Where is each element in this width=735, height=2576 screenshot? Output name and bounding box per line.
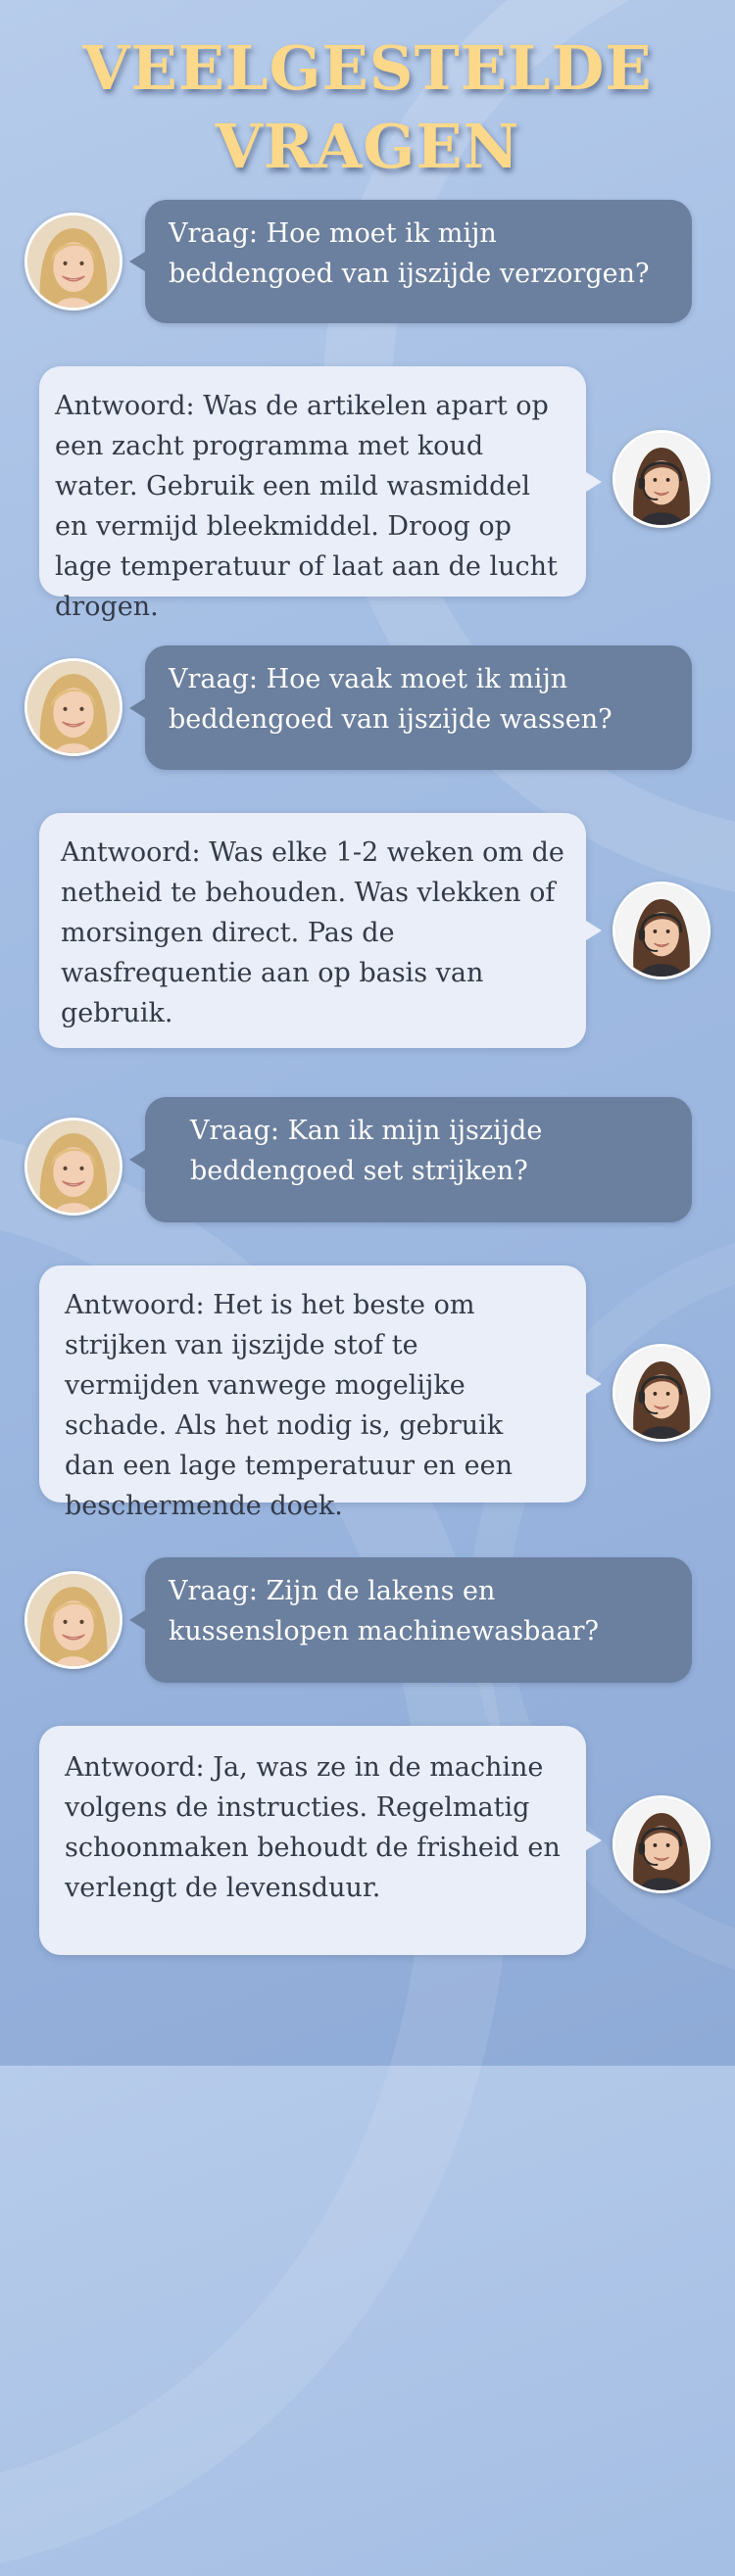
customer-avatar [24,1571,122,1669]
customer-avatar [24,658,122,756]
answer-bubble: Antwoord: Was de artikelen apart op een zacht programma met koud water. Gebruik een mild wasmiddel en vermijd bleekmiddel. Droog op lage temperatuur of laat aan de lucht drogen. [39,366,586,596]
answer-bubble: Antwoord: Het is het beste om strijken van ijszijde stof te vermijden vanwege mogelijke schade. Als het nodig is, gebruik dan een lage temperatuur en een beschermende doek. [39,1265,586,1503]
question-bubble: Vraag: Zijn de lakens en kussenslopen machinewasbaar? [145,1557,692,1683]
question-bubble: Vraag: Hoe vaak moet ik mijn beddengoed van ijszijde wassen? [145,645,692,770]
answer-bubble: Antwoord: Was elke 1-2 weken om de netheid te behouden. Was vlekken of morsingen direct. Pas de wasfrequentie aan op basis van gebruik. [39,813,586,1048]
support-agent-avatar [612,1795,710,1893]
question-bubble: Vraag: Hoe moet ik mijn beddengoed van ijszijde verzorgen? [145,200,692,323]
question-bubble: Vraag: Kan ik mijn ijszijde beddengoed set strijken? [145,1097,692,1222]
answer-bubble: Antwoord: Ja, was ze in de machine volgens de instructies. Regelmatig schoonmaken behoudt de frisheid en verlengt de levensduur. [39,1726,586,1955]
customer-avatar [24,213,122,310]
title-line-1: VEELGESTELDE [82,32,653,104]
title-line-2: VRAGEN [215,111,520,182]
support-agent-avatar [612,882,710,979]
support-agent-avatar [612,1344,710,1442]
page-title [0,29,735,186]
customer-avatar [24,1118,122,1216]
support-agent-avatar [612,430,710,528]
